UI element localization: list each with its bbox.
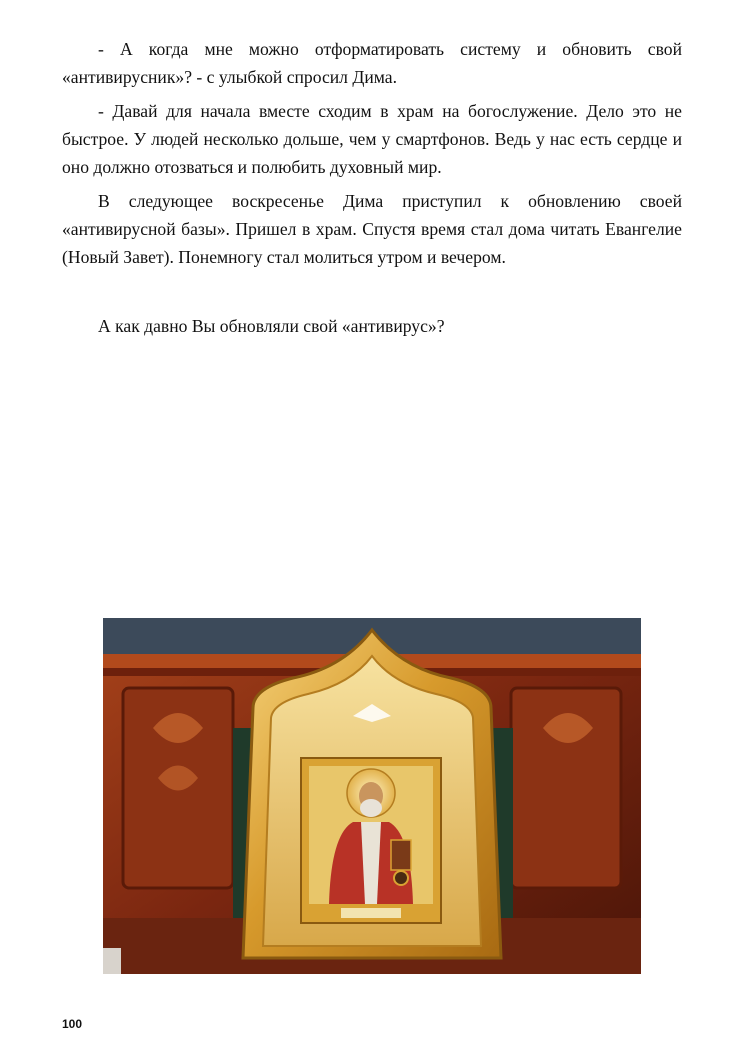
closing-question-text: А как давно Вы обновляли свой «антивирус»? <box>98 316 445 336</box>
icon-caption-plate <box>341 908 401 918</box>
closing-question <box>62 312 682 340</box>
relic-reliquary <box>394 871 408 885</box>
paragraph-1 <box>62 35 682 91</box>
gospel-book <box>391 840 411 870</box>
paragraph-2 <box>62 97 682 181</box>
paragraph-3-text: В следующее воскресенье Дима приступил к обновлению своей «антивирусной базы». Пришел в храм. Спустя время стал дома читать Евангелие (Новый Завет). Понемногу стал молиться утром и вечером. <box>62 191 682 267</box>
page-number: 100 <box>62 1017 83 1031</box>
paragraph-3 <box>62 187 682 271</box>
icon-photo <box>103 618 641 974</box>
icon-photo-drawing <box>103 618 641 974</box>
paragraph-2-text: - Давай для начала вместе сходим в храм на богослужение. Дело это не быстрое. У людей несколько дольше, чем у смартфонов. Ведь у нас есть сердце и оно должно отозваться и полюбить духовный мир. <box>62 101 682 177</box>
paragraph-1-text: - А когда мне можно отформатировать систему и обновить свой «антивирусник»? - с улыбкой спросил Дима. <box>62 39 682 87</box>
